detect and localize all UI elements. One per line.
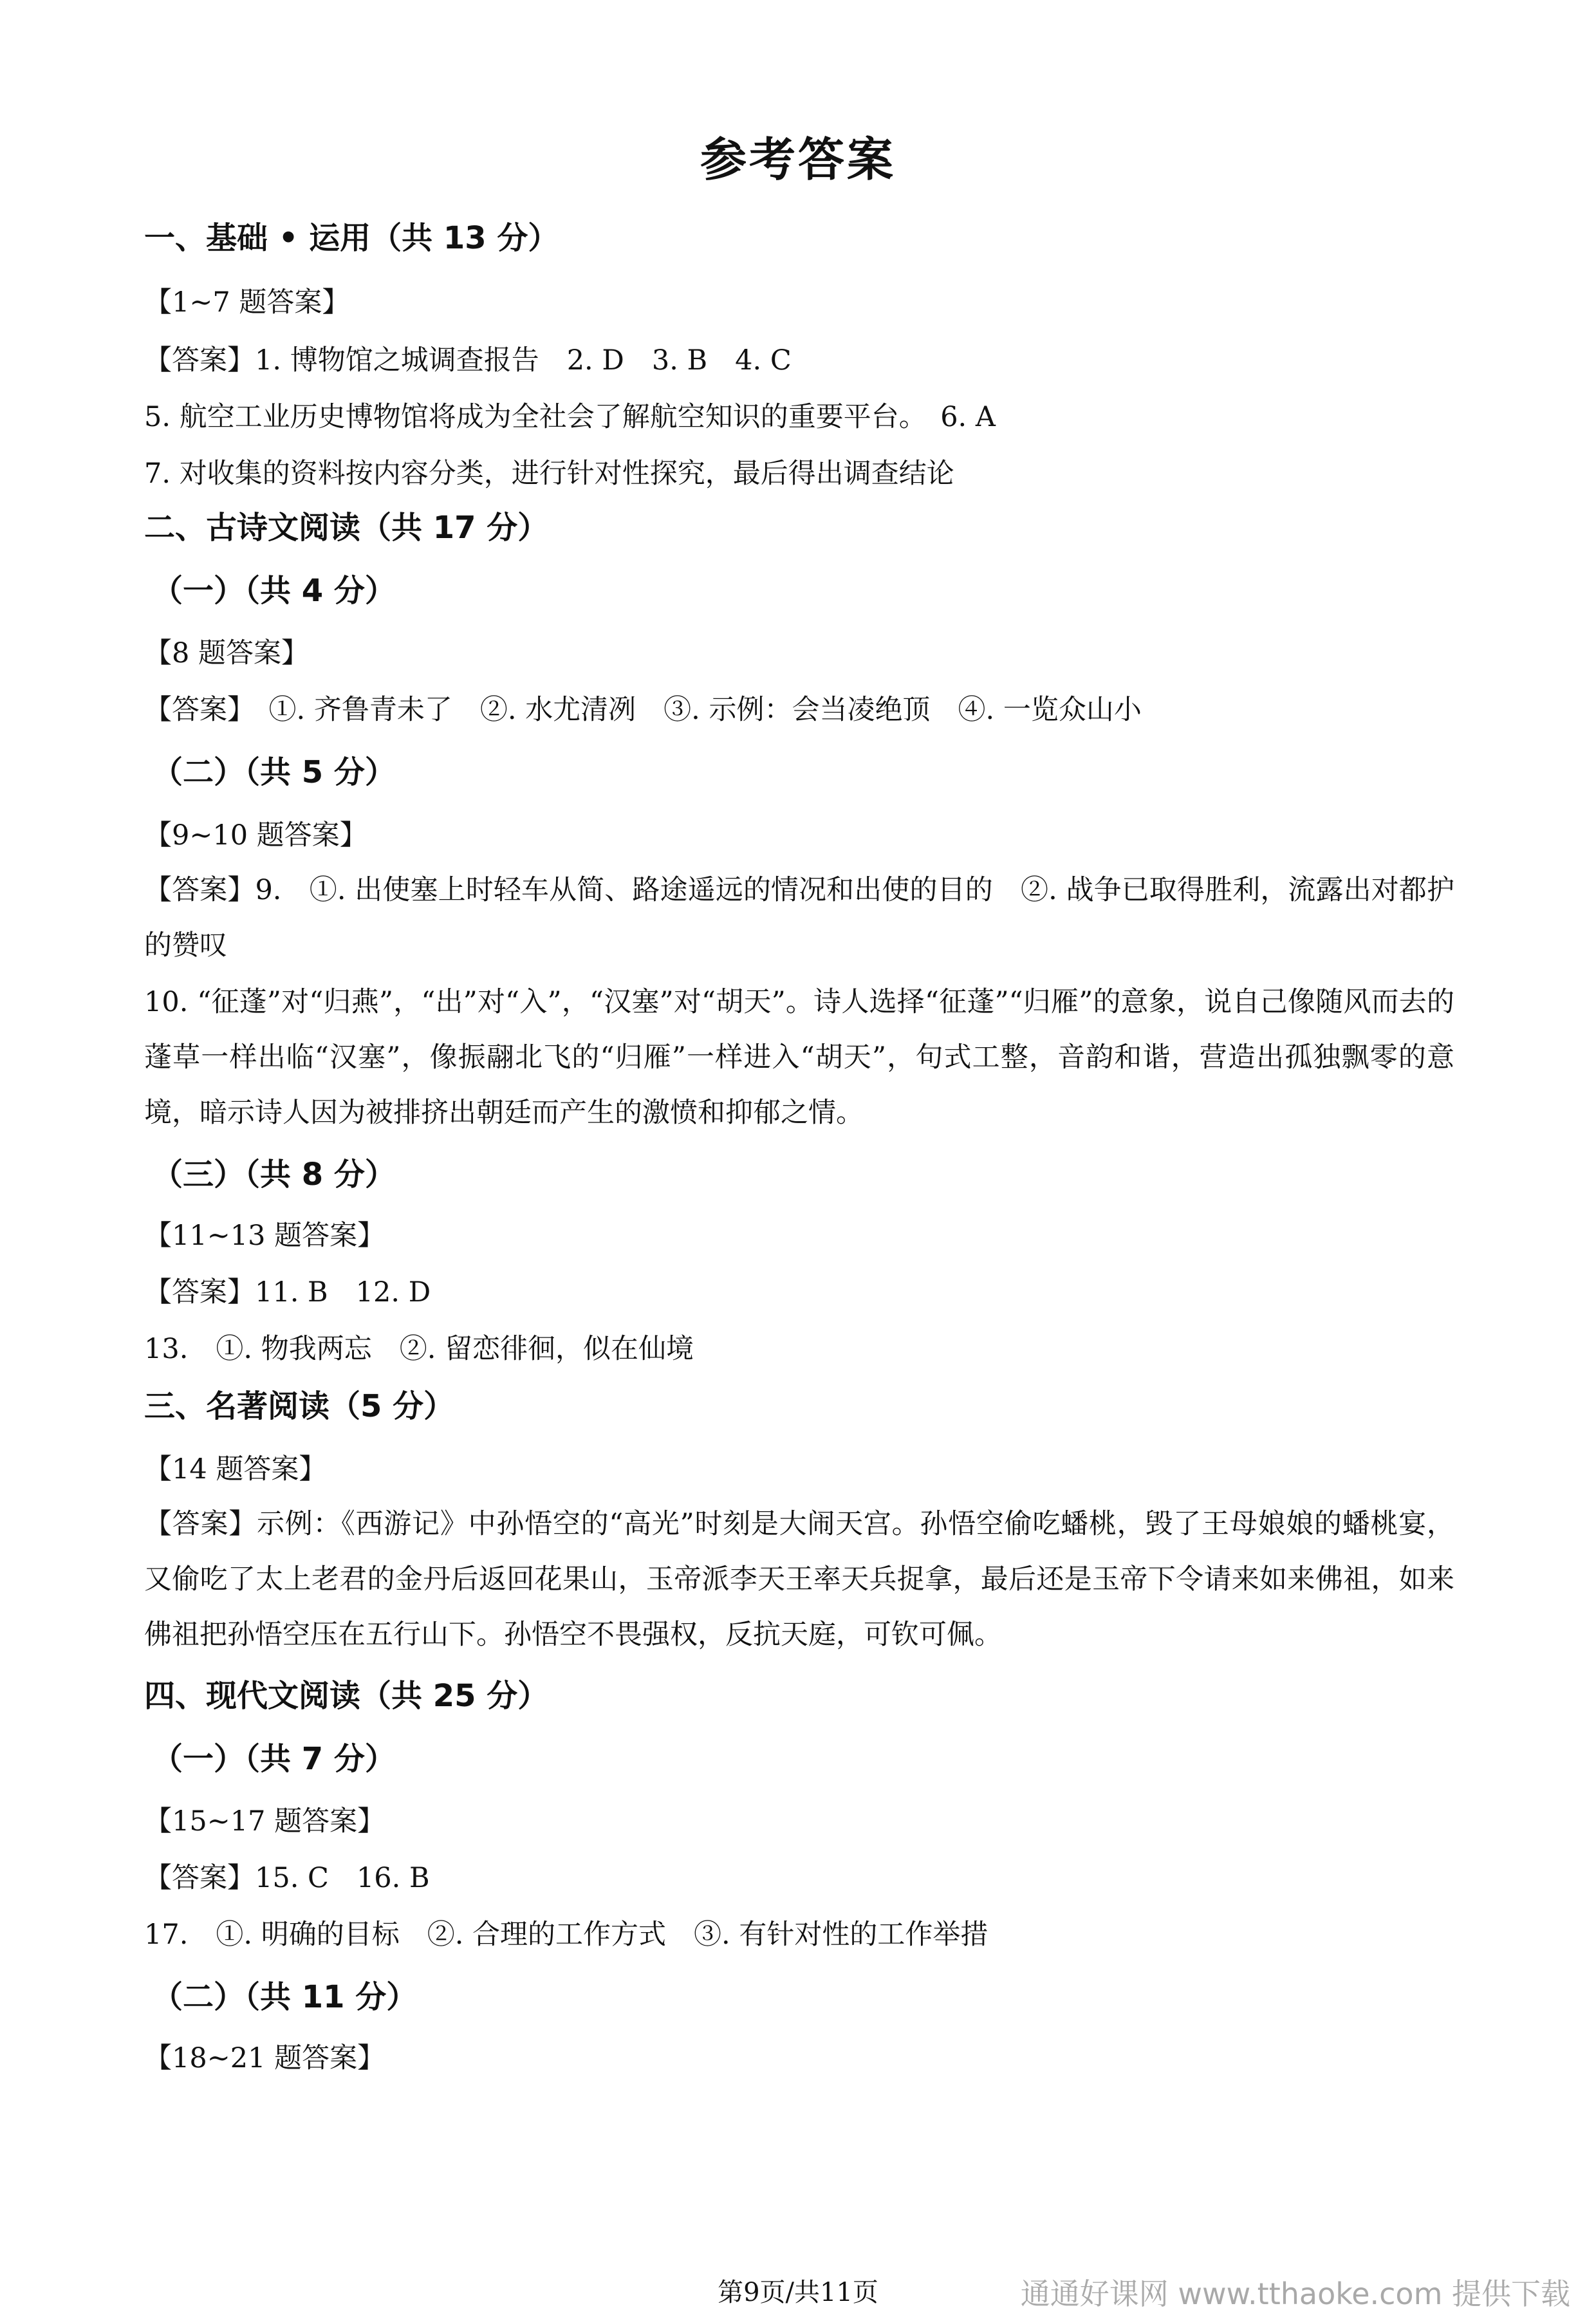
answer-line: 【答案】15. C 16. B (144, 1862, 430, 1894)
subsection-heading: （一）（共 7 分） (152, 1741, 396, 1777)
answer-paragraph: 【答案】9. ①. 出使塞上时轻车从简、路途遥远的情况和出使的目的 ②. 战争已取得胜利，流露出对都护的赞叹 (144, 874, 1454, 962)
question-range-label: 【9~10 题答案】 (144, 819, 367, 851)
section-heading-4: 四、现代文阅读（共 25 分） (144, 1678, 549, 1714)
question-range-label: 【18~21 题答案】 (144, 2042, 385, 2074)
page-number: 第9页/共11页 (718, 2278, 878, 2307)
subsection-heading: （一）（共 4 分） (152, 573, 396, 609)
question-range-label: 【15~17 题答案】 (144, 1805, 385, 1838)
question-range-label: 【11~13 题答案】 (144, 1220, 385, 1252)
question-range-label: 【14 题答案】 (144, 1453, 327, 1485)
subsection-heading: （三）（共 8 分） (152, 1157, 396, 1193)
page-title: 参考答案 (700, 133, 896, 187)
answer-line: 【答案】1. 博物馆之城调查报告 2. D 3. B 4. C (144, 344, 792, 377)
watermark-text: 通通好课网 www.tthaoke.com 提供下载 (1020, 2276, 1570, 2311)
answer-line: 7. 对收集的资料按内容分类，进行针对性探究，最后得出调查结论 (144, 458, 954, 490)
answer-line: 17. ①. 明确的目标 ②. 合理的工作方式 ③. 有针对性的工作举措 (144, 1919, 988, 1951)
answer-line: 13. ①. 物我两忘 ②. 留恋徘徊，似在仙境 (144, 1333, 694, 1365)
question-range-label: 【8 题答案】 (144, 637, 310, 669)
answer-paragraph: 【答案】示例：《西游记》中孙悟空的“高光”时刻是大闹天宫。孙悟空偷吃蟠桃，毁了王母娘娘的蟠桃宴，又偷吃了太上老君的金丹后返回花果山，玉帝派李天王率天兵捉拿，最后还是玉帝下令请来如来佛祖，如来佛祖把孙悟空压在五行山下。孙悟空不畏强权，反抗天庭，可钦可佩。 (144, 1508, 1454, 1651)
question-range-label: 【1~7 题答案】 (144, 286, 350, 319)
section-heading-2: 二、古诗文阅读（共 17 分） (144, 510, 549, 546)
answer-line: 【答案】11. B 12. D (144, 1276, 431, 1308)
answer-line: 【答案】 ①. 齐鲁青未了 ②. 水尤清冽 ③. 示例：会当凌绝顶 ④. 一览众山小 (144, 694, 1142, 726)
answer-paragraph: 10. “征蓬”对“归燕”，“出”对“入”，“汉塞”对“胡天”。诗人选择“征蓬”“归雁”的意象，说自己像随风而去的蓬草一样出临“汉塞”，像振翮北飞的“归雁”一样进入“胡天”，句式工整，音韵和谐，营造出孤独飘零的意境，暗示诗人因为被排挤出朝廷而产生的激愤和抑郁之情。 (144, 986, 1454, 1129)
section-heading-1: 一、基础 • 运用（共 13 分） (144, 220, 559, 256)
subsection-heading: （二）（共 11 分） (152, 1979, 418, 2015)
section-heading-3: 三、名著阅读（5 分） (144, 1388, 455, 1424)
subsection-heading: （二）（共 5 分） (152, 754, 396, 790)
answer-line: 5. 航空工业历史博物馆将成为全社会了解航空知识的重要平台。 6. A (144, 401, 996, 433)
